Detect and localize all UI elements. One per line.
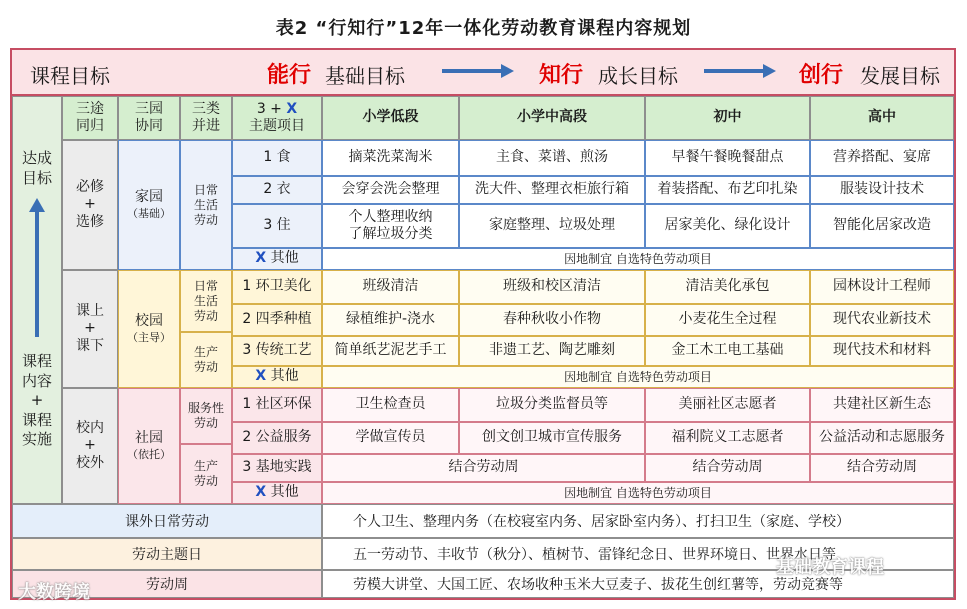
cell: 清洁美化承包	[645, 270, 810, 304]
garden-home-sub: （基础）	[127, 206, 171, 220]
course-goal-label: 课程目标	[30, 64, 110, 88]
garden-community-sub: （依托）	[127, 447, 171, 461]
cell: 智能化居家改造	[810, 204, 954, 248]
cell: 摘菜洗菜淘米	[322, 140, 459, 176]
topic-environment: 1 社区环保	[232, 388, 322, 422]
topic-other-label: 其他	[270, 368, 299, 385]
bottom-text-labor-week: 劳模大讲堂、大国工匠、农场收种玉米大豆麦子、拔花生创红薯等，劳动竞赛等	[322, 570, 954, 598]
cell: 班级清洁	[322, 270, 459, 304]
bottom-label-theme-day: 劳动主题日	[12, 538, 322, 570]
goal-growth: 成长目标	[598, 64, 678, 88]
garden-home-label: 家园	[135, 189, 163, 206]
x-mark: X	[255, 250, 267, 267]
bottom-label-daily: 课外日常劳动	[12, 504, 322, 538]
bottom-text-daily: 个人卫生、整理内务（在校寝室内务、居家卧室内务）、打扫卫生（家庭、学校）	[322, 504, 954, 538]
watermark-left: 大数跨境	[18, 582, 90, 603]
cell: 绿植维护-浇水	[322, 304, 459, 336]
cell: 居家美化、绿化设计	[645, 204, 810, 248]
topic-other-label: 其他	[270, 250, 299, 267]
topic-planting: 2 四季种植	[232, 304, 322, 336]
cell: 垃圾分类监督员等	[459, 388, 645, 422]
garden-community-label: 社园	[135, 430, 163, 447]
cell: 创文创卫城市宣传服务	[459, 422, 645, 454]
cell: 非遗工艺、陶艺雕刻	[459, 336, 645, 366]
topic-sanitation: 1 环卫美化	[232, 270, 322, 304]
header-gardens: 三园 协同	[118, 96, 180, 140]
header-topics-a: 3 +	[256, 100, 287, 117]
x-mark: X	[255, 368, 267, 385]
cell: 结合劳动周	[322, 454, 645, 482]
x-mark: X	[286, 100, 298, 117]
table-frame	[10, 48, 956, 600]
cell: 金工木工电工基础	[645, 336, 810, 366]
cell: 主食、菜谱、煎汤	[459, 140, 645, 176]
cell: 公益活动和志愿服务	[810, 422, 954, 454]
header-types: 三类 并进	[180, 96, 232, 140]
cell: 个人整理收纳 了解垃圾分类	[322, 204, 459, 248]
type-school-daily: 日常 生活 劳动	[180, 270, 232, 332]
goal-chuangxing: 创行	[799, 63, 844, 88]
cell: 小麦花生全过程	[645, 304, 810, 336]
type-community-service: 服务性 劳动	[180, 388, 232, 444]
goal-nengxing: 能行	[267, 63, 312, 88]
cell: 洗大件、整理衣柜旅行箱	[459, 176, 645, 204]
page-title: 表2 “行知行”12年一体化劳动教育课程内容规划	[275, 18, 692, 39]
header-stage-4: 高中	[810, 96, 954, 140]
other-text: 因地制宜 自选特色劳动项目	[322, 482, 954, 504]
garden-school-label: 校园	[135, 313, 163, 330]
goal-development: 发展目标	[860, 64, 940, 88]
path-in-out-class: 课上 + 课下	[62, 270, 118, 388]
cell: 会穿会洗会整理	[322, 176, 459, 204]
cell: 福利院义工志愿者	[645, 422, 810, 454]
cell: 卫生检查员	[322, 388, 459, 422]
other-text: 因地制宜 自选特色劳动项目	[322, 366, 954, 388]
cell: 营养搭配、宴席	[810, 140, 954, 176]
path-in-out-school: 校内 + 校外	[62, 388, 118, 504]
other-text: 因地制宜 自选特色劳动项目	[322, 248, 954, 270]
cell: 共建社区新生态	[810, 388, 954, 422]
topic-food: 1 食	[232, 140, 322, 176]
cell: 学做宣传员	[322, 422, 459, 454]
type-home-daily: 日常 生活 劳动	[180, 140, 232, 270]
type-community-production: 生产 劳动	[180, 444, 232, 504]
bottom-text-theme-day: 五一劳动节、丰收节（秋分）、植树节、雷锋纪念日、世界环境日、世界水日等	[322, 538, 954, 570]
header-paths: 三途 同归	[62, 96, 118, 140]
type-school-production: 生产 劳动	[180, 332, 232, 388]
side-label-goal: 达成 目标	[21, 149, 52, 187]
cell: 班级和校区清洁	[459, 270, 645, 304]
cell: 结合劳动周	[645, 454, 810, 482]
topic-public-service: 2 公益服务	[232, 422, 322, 454]
garden-school-sub: （主导）	[127, 330, 171, 344]
path-required-elective: 必修 + 选修	[62, 140, 118, 270]
topic-clothing: 2 衣	[232, 176, 322, 204]
cell: 简单纸艺泥艺手工	[322, 336, 459, 366]
header-topics-b: 主题项目	[249, 118, 305, 134]
cell: 家庭整理、垃圾处理	[459, 204, 645, 248]
goal-zhixing: 知行	[539, 63, 584, 88]
bottom-label-labor-week: 劳动周	[12, 570, 322, 598]
cell: 春种秋收小作物	[459, 304, 645, 336]
topic-crafts: 3 传统工艺	[232, 336, 322, 366]
cell: 着装搭配、布艺印扎染	[645, 176, 810, 204]
side-label-content: 课程 内容 + 课程 实施	[21, 352, 52, 448]
cell: 服装设计技术	[810, 176, 954, 204]
topic-other-label: 其他	[270, 484, 299, 501]
topic-housing: 3 住	[232, 204, 322, 248]
cell: 现代技术和材料	[810, 336, 954, 366]
topic-base-practice: 3 基地实践	[232, 454, 322, 482]
header-stage-2: 小学中高段	[459, 96, 645, 140]
cell: 现代农业新技术	[810, 304, 954, 336]
cell: 结合劳动周	[810, 454, 954, 482]
watermark-right: 基础教育课程	[776, 557, 884, 578]
header-stage-1: 小学低段	[322, 96, 459, 140]
cell: 园林设计工程师	[810, 270, 954, 304]
header-stage-3: 初中	[645, 96, 810, 140]
cell: 美丽社区志愿者	[645, 388, 810, 422]
cell: 早餐午餐晚餐甜点	[645, 140, 810, 176]
goal-basic: 基础目标	[325, 64, 405, 88]
x-mark: X	[255, 484, 267, 501]
